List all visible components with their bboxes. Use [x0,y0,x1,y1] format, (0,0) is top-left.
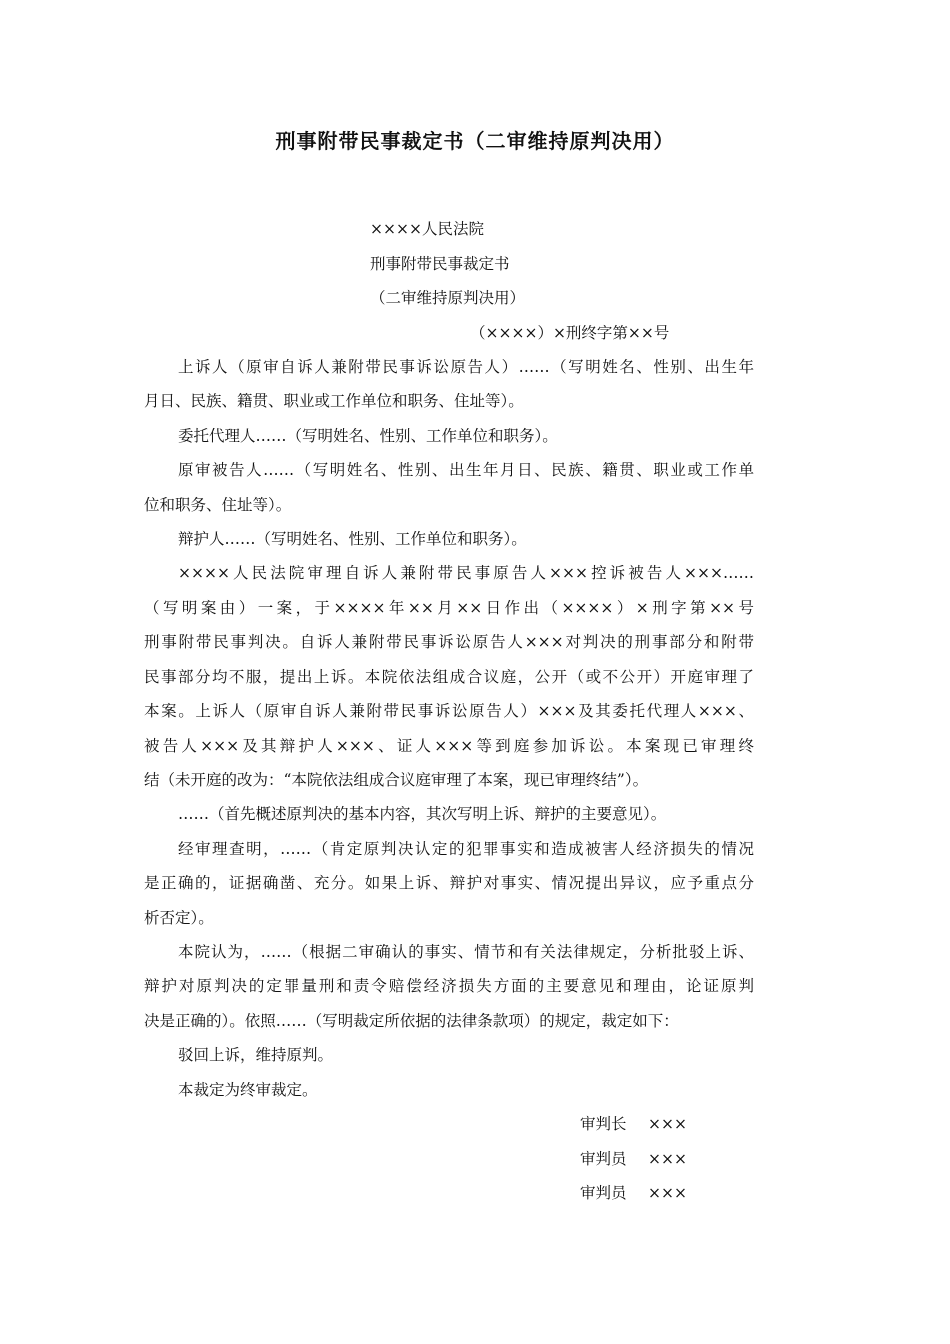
text-line: （写明案由）一案，于××××年××月××日作出（××××）×刑字第××号 [144,599,754,617]
text-line: 刑事附带民事判决。自诉人兼附带民事诉讼原告人×××对判决的刑事部分和附带 [144,633,754,651]
document-subtype: （二审维持原判决用） [370,289,526,307]
document-type: 刑事附带民事裁定书 [370,255,510,273]
signature-name: ××× [648,1184,687,1202]
text-line: 上诉人（原审自诉人兼附带民事诉讼原告人）……（写明姓名、性别、出生年 [178,358,754,376]
document-title: 刑事附带民事裁定书（二审维持原判决用） [275,129,675,153]
text-line: 辩护对原判决的定罪量刑和责令赔偿经济损失方面的主要意见和理由，论证原判 [144,977,754,995]
text-line: 经审理查明，……（肯定原判决认定的犯罪事实和造成被害人经济损失的情况 [178,840,754,858]
text-line: 民事部分均不服，提出上诉。本院依法组成合议庭，公开（或不公开）开庭审理了 [144,668,754,686]
signature-role: 审判员 [580,1150,627,1168]
signature-name: ××× [648,1115,687,1133]
text-line: 被告人×××及其辩护人×××、证人×××等到庭参加诉讼。本案现已审理终 [144,737,754,755]
text-line: 原审被告人……（写明姓名、性别、出生年月日、民族、籍贯、职业或工作单 [178,461,754,479]
text-line: 本院认为，……（根据二审确认的事实、情节和有关法律规定，分析批驳上诉、 [178,943,754,961]
signature-role: 审判长 [580,1115,627,1133]
text-line: 驳回上诉，维持原判。 [178,1046,334,1064]
text-line: 委托代理人……（写明姓名、性别、工作单位和职务）。 [178,427,558,445]
text-line: ……（首先概述原判决的基本内容，其次写明上诉、辩护的主要意见）。 [178,805,667,823]
text-line: 位和职务、住址等）。 [144,496,292,514]
text-line: 析否定）。 [144,909,214,927]
signature-role: 审判员 [580,1184,627,1202]
text-line: 是正确的，证据确凿、充分。如果上诉、辩护对事实、情况提出异议，应予重点分 [144,874,754,892]
signature-name: ××× [648,1150,687,1168]
text-line: ××××人民法院审理自诉人兼附带民事原告人×××控诉被告人×××…… [178,564,754,582]
text-line: 月日、民族、籍贯、职业或工作单位和职务、住址等）。 [144,392,524,410]
text-line: 辩护人……（写明姓名、性别、工作单位和职务）。 [178,530,527,548]
text-line: 结（未开庭的改为：“本院依法组成合议庭审理了本案，现已审理终结”）。 [144,771,649,789]
text-line: 决是正确的）。依照……（写明裁定所依据的法律条款项）的规定，裁定如下： [144,1012,679,1030]
court-name: ××××人民法院 [370,220,484,238]
text-line: 本案。上诉人（原审自诉人兼附带民事诉讼原告人）×××及其委托代理人×××、 [144,702,754,720]
text-line: 本裁定为终审裁定。 [178,1081,318,1099]
case-number: （××××）×刑终字第××号 [470,324,670,342]
